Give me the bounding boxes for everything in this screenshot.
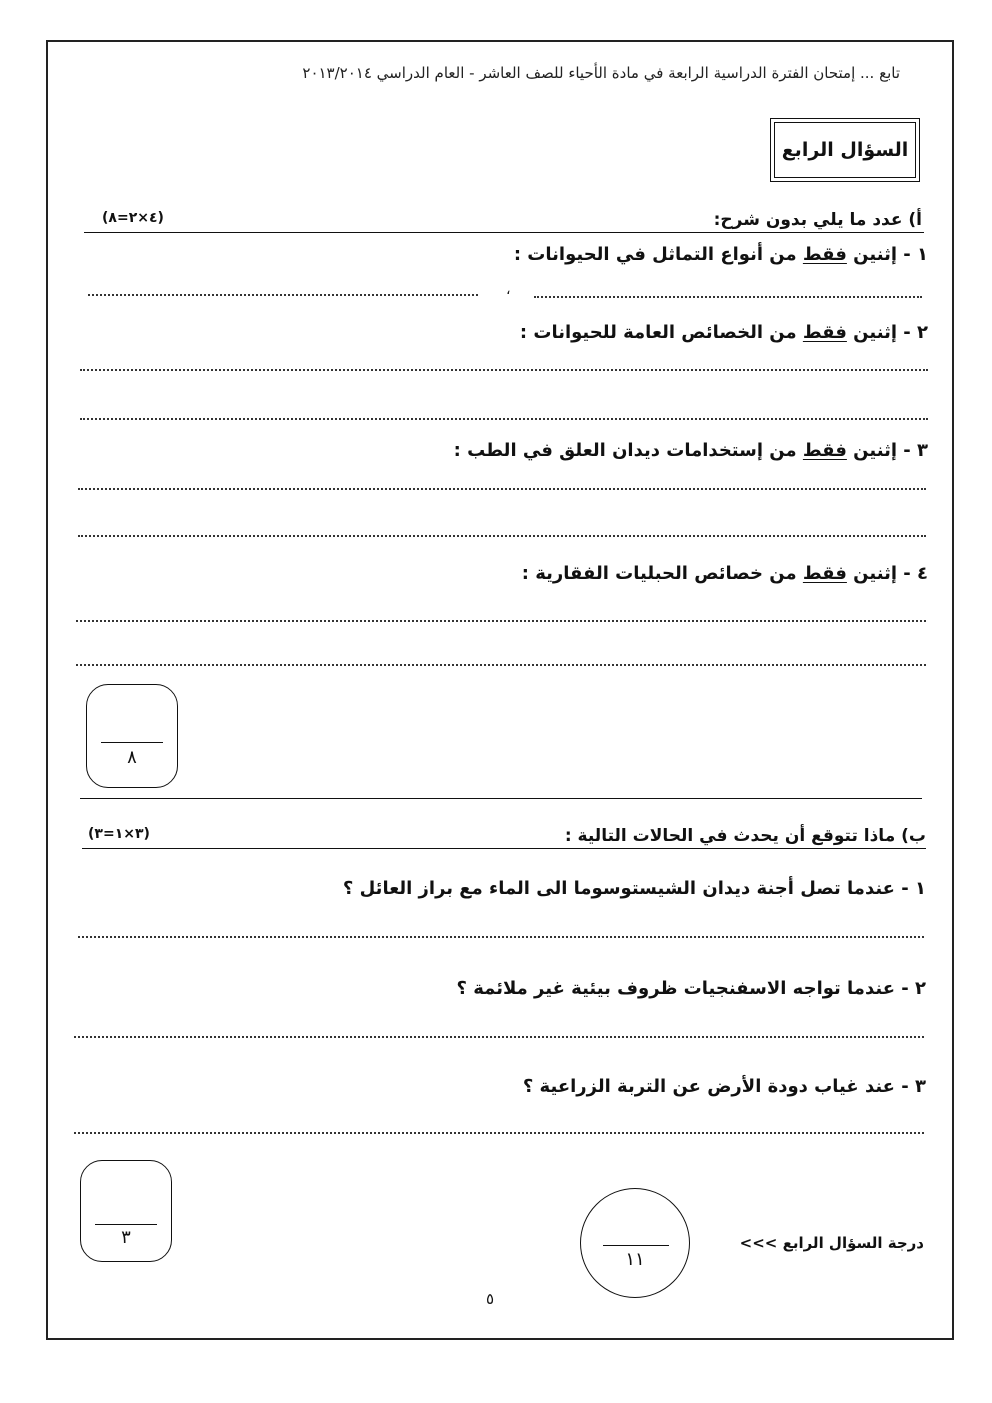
score-divider — [603, 1245, 669, 1246]
part-b-marks: (٣×١=٣) — [88, 826, 150, 842]
section-separator — [80, 798, 922, 799]
score-divider — [95, 1224, 157, 1225]
item-rest: من الخصائص العامة للحيوانات : — [519, 322, 803, 343]
part-a-heading-rule — [84, 232, 924, 233]
item-rest: من إستخدامات ديدان العلق في الطب : — [453, 440, 803, 461]
item-keyword: فقط — [802, 244, 847, 265]
page-border — [46, 40, 954, 1340]
question-title-box — [770, 118, 920, 182]
page-number: ٥ — [486, 1290, 495, 1308]
item-rest: من خصائص الحبليات الفقارية : — [521, 563, 803, 584]
question-title: السؤال الرابع — [774, 122, 916, 178]
item-rest: من أنواع التماثل في الحيوانات : — [513, 244, 803, 265]
answer-line-a4-2[interactable] — [76, 664, 926, 666]
score-total: ٣ — [121, 1227, 131, 1248]
answer-line-a2-2[interactable] — [80, 418, 928, 420]
part-b-item-2: ٢ - عندما تواجه الاسفنجيات ظروف بيئية غير ملائمة ؟ — [456, 978, 926, 999]
exam-header: تابع ... إمتحان الفترة الدراسية الرابعة في مادة الأحياء للصف العاشر - العام الدراسي ٢٠١٣/٢٠١٤ — [302, 64, 900, 82]
part-b-item-1: ١ - عندما تصل أجنة ديدان الشيستوسوما الى الماء مع براز العائل ؟ — [342, 878, 926, 899]
item-prefix: ٢ - إثنين — [846, 322, 928, 343]
item-keyword: فقط — [802, 563, 847, 584]
part-a-item-1 — [514, 244, 928, 265]
question-total-circle — [580, 1188, 690, 1298]
part-a-item-4 — [522, 563, 928, 584]
part-a-item-3 — [454, 440, 928, 461]
answer-line-a3-1[interactable] — [78, 488, 926, 490]
part-a-heading: أ) عدد ما يلي بدون شرح: — [713, 210, 922, 230]
answer-line-a3-2[interactable] — [78, 535, 926, 537]
part-a-score-box — [86, 684, 178, 788]
part-b-heading: ب) ماذا تتوقع أن يحدث في الحالات التالية : — [564, 826, 926, 846]
part-a-marks: (٤×٢=٨) — [102, 210, 164, 226]
answer-line-a1-left[interactable] — [88, 294, 478, 296]
answer-line-a1-right[interactable] — [534, 296, 922, 298]
item-prefix: ١ - إثنين — [846, 244, 928, 265]
item-keyword: فقط — [802, 322, 847, 343]
part-a-item-2 — [520, 322, 928, 343]
score-total: ٨ — [127, 747, 137, 768]
part-b-heading-rule — [82, 848, 926, 849]
answer-line-a2-1[interactable] — [80, 369, 928, 371]
item-keyword: فقط — [802, 440, 847, 461]
part-b-score-box — [80, 1160, 172, 1262]
item-prefix: ٣ - إثنين — [846, 440, 928, 461]
answer-line-b3[interactable] — [74, 1132, 924, 1134]
question-total: ١١ — [625, 1249, 645, 1270]
answer-line-b2[interactable] — [74, 1036, 924, 1038]
score-divider — [101, 742, 163, 743]
item-prefix: ٤ - إثنين — [846, 563, 928, 584]
question-grade-label: درجة السؤال الرابع >>> — [739, 1234, 924, 1252]
part-b-item-3: ٣ - عند غياب دودة الأرض عن التربة الزراعية ؟ — [522, 1076, 926, 1097]
answer-separator: ، — [506, 282, 511, 298]
answer-line-a4-1[interactable] — [76, 620, 926, 622]
answer-line-b1[interactable] — [78, 936, 924, 938]
